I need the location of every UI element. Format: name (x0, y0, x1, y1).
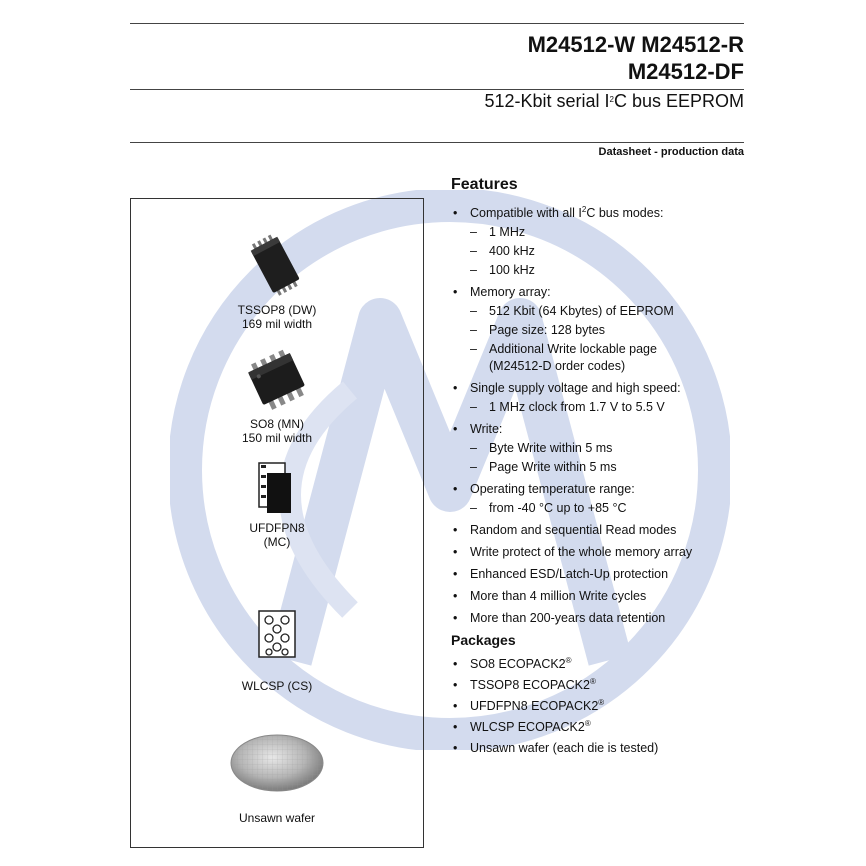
list-item: – Page Write within 5 ms (470, 460, 617, 474)
wafer-icon (227, 729, 327, 795)
datasheet-label: Datasheet - production data (598, 146, 744, 158)
list-item: – 100 kHz (470, 263, 535, 277)
list-item: • Random and sequential Read modes (453, 523, 677, 537)
list-item: • Memory array: (453, 285, 551, 299)
subtitle-rule (130, 142, 744, 143)
list-item: – Byte Write within 5 ms (470, 441, 613, 455)
list-item: • Enhanced ESD/Latch-Up protection (453, 567, 669, 581)
tssop8-sublabel: 169 mil width (241, 317, 313, 331)
tssop8-label: TSSOP8 (DW) (237, 303, 317, 317)
packages-list (452, 654, 658, 759)
so8-chip-icon (244, 347, 310, 413)
list-item: – 1 MHz (470, 225, 526, 239)
package-box (130, 198, 424, 848)
ufdfpn8-label: UFDFPN8 (249, 521, 305, 535)
list-item: – 1 MHz clock from 1.7 V to 5.5 V (470, 400, 665, 414)
tssop8-chip-icon (247, 229, 307, 299)
list-item: – Additional Write lockable page (470, 342, 657, 356)
doc-title-line2: M24512-DF (627, 59, 744, 84)
list-item: – from -40 °C up to +85 °C (470, 501, 627, 515)
list-item: • Write: (453, 422, 503, 436)
list-item: • SO8 ECOPACK2® (453, 656, 572, 671)
list-item-continuation: (M24512-D order codes) (489, 359, 626, 373)
package-wafer (131, 729, 423, 825)
list-item: • Operating temperature range: (453, 482, 635, 496)
ufdfpn8-chip-icon (255, 461, 299, 517)
list-item: • More than 200-years data retention (453, 611, 666, 625)
list-item: • Single supply voltage and high speed: (453, 381, 681, 395)
title-rule (130, 89, 744, 90)
list-item: • TSSOP8 ECOPACK2® (453, 677, 596, 692)
list-item: – 400 kHz (470, 244, 535, 258)
top-rule (130, 23, 744, 24)
list-item: • Compatible with all $I^2C$ bus modes: (452, 204, 692, 223)
list-item: • UFDFPN8 ECOPACK2® (453, 698, 605, 713)
bullet-icon: • (453, 206, 458, 220)
package-wlcsp (131, 609, 423, 693)
wafer-label: Unsawn wafer (238, 811, 316, 825)
so8-label: SO8 (MN) (250, 417, 304, 431)
doc-title-line1: M24512-W M24512-R (527, 32, 744, 57)
list-item: • WLCSP ECOPACK2® (453, 719, 591, 734)
package-so8 (131, 347, 423, 445)
list-item: • Write protect of the whole memory array (453, 545, 693, 559)
features-list (452, 204, 692, 628)
list-item: – 512 Kbit (64 Kbytes) of EEPROM (470, 304, 674, 318)
features-heading: Features (451, 176, 518, 193)
ufdfpn8-sublabel: (MC) (263, 535, 291, 549)
package-tssop8 (131, 229, 423, 331)
list-item: • More than 4 million Write cycles (453, 589, 647, 603)
wlcsp-chip-icon (257, 609, 297, 659)
list-item: – Page size: 128 bytes (470, 323, 606, 337)
list-item: • Unsawn wafer (each die is tested) (453, 741, 659, 755)
wlcsp-label: WLCSP (CS) (241, 679, 313, 693)
so8-sublabel: 150 mil width (241, 431, 313, 445)
packages-heading: Packages (451, 632, 516, 648)
package-ufdfpn8 (131, 461, 423, 549)
doc-subtitle: 512-Kbit serial $I^2C$ bus EEPROM (484, 91, 744, 111)
